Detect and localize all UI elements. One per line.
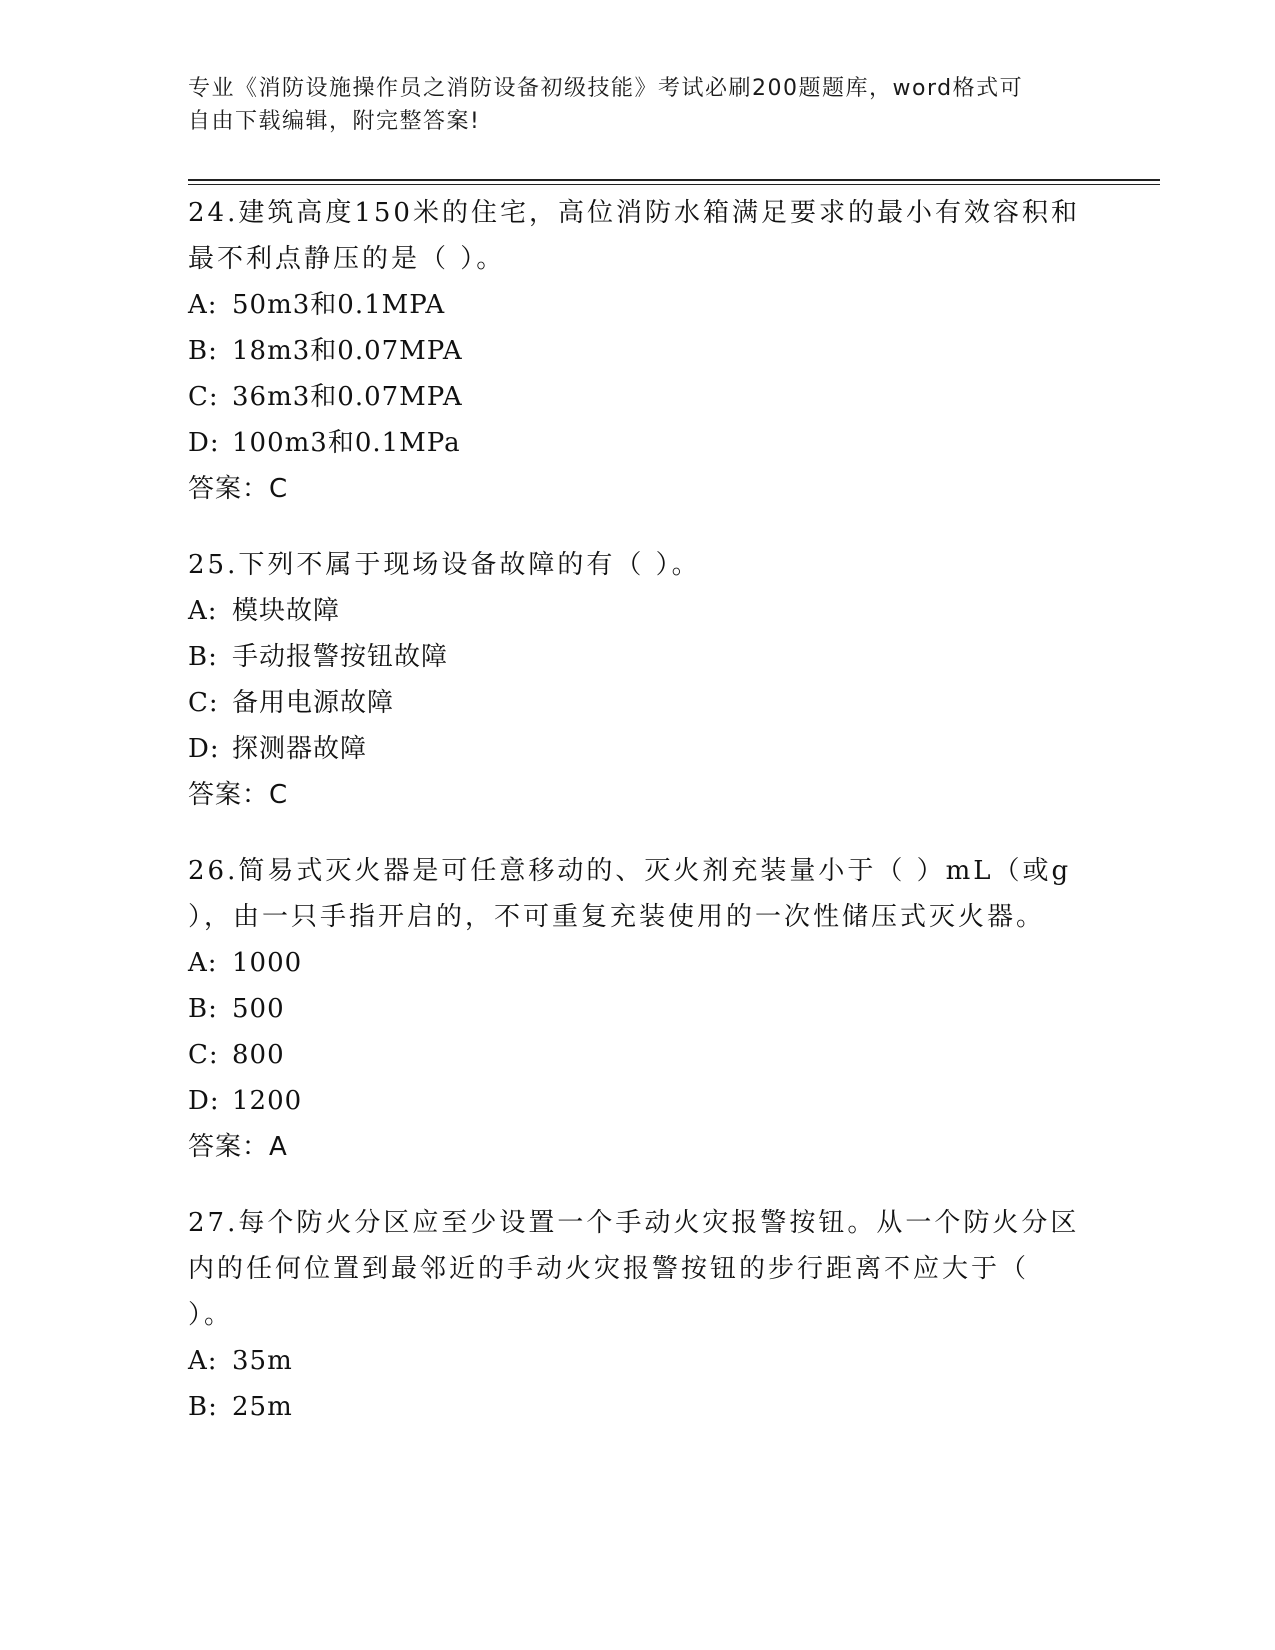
question-25: [188, 542, 1088, 818]
answer-line: 答案：C: [188, 780, 289, 810]
option-text: 手动报警按钮故障: [232, 642, 449, 672]
option-text: 500: [232, 994, 285, 1024]
document-header: [188, 72, 1068, 138]
option-b: [188, 634, 1088, 680]
option-key: B:: [188, 336, 218, 366]
header-divider-thin: [188, 184, 1160, 185]
question-27: [188, 1200, 1088, 1430]
answer-line: 答案：C: [188, 474, 289, 504]
question-stem-line: 25.下列不属于现场设备故障的有（ ）。: [188, 550, 701, 580]
option-key: A:: [188, 290, 218, 320]
header-line-2: 自由下载编辑，附完整答案!: [188, 109, 481, 134]
option-key: A:: [188, 948, 218, 978]
option-text: 模块故障: [232, 596, 341, 626]
header-divider-thick: [188, 179, 1160, 181]
option-key: B:: [188, 1392, 218, 1422]
question-stem-line: 最不利点静压的是（ ）。: [188, 244, 506, 274]
question-list: [188, 190, 1088, 1460]
option-d: [188, 420, 1088, 466]
option-a: [188, 588, 1088, 634]
option-b: [188, 1384, 1088, 1430]
option-text: 25m: [232, 1392, 293, 1422]
option-text: 36m3和0.07MPA: [232, 382, 463, 412]
question-stem-line: ），由一只手指开启的，不可重复充装使用的一次性储压式灭火器。: [188, 902, 1046, 932]
option-c: [188, 1032, 1088, 1078]
header-line-1: 专业《消防设施操作员之消防设备初级技能》考试必刷200题题库，word格式可: [188, 76, 1024, 101]
option-text: 100m3和0.1MPa: [232, 428, 461, 458]
option-b: [188, 986, 1088, 1032]
option-key: A:: [188, 596, 218, 626]
question-stem-line: 24.建筑高度150米的住宅，高位消防水箱满足要求的最小有效容积和: [188, 198, 1080, 228]
option-d: [188, 1078, 1088, 1124]
question-stem-line: ）。: [188, 1300, 234, 1330]
option-key: C:: [188, 1040, 219, 1070]
option-c: [188, 680, 1088, 726]
option-text: 50m3和0.1MPA: [232, 290, 446, 320]
question-stem-line: 内的任何位置到最邻近的手动火灾报警按钮的步行距离不应大于（: [188, 1254, 1030, 1284]
option-key: B:: [188, 642, 218, 672]
option-a: [188, 1338, 1088, 1384]
option-text: 1000: [232, 948, 303, 978]
option-d: [188, 726, 1088, 772]
option-key: B:: [188, 994, 218, 1024]
option-key: C:: [188, 688, 219, 718]
option-a: [188, 282, 1088, 328]
option-key: C:: [188, 382, 219, 412]
question-24: [188, 190, 1088, 512]
question-stem-line: 27.每个防火分区应至少设置一个手动火灾报警按钮。从一个防火分区: [188, 1208, 1080, 1238]
option-text: 备用电源故障: [232, 688, 395, 718]
option-key: D:: [188, 428, 220, 458]
option-text: 35m: [232, 1346, 293, 1376]
option-text: 800: [232, 1040, 285, 1070]
option-text: 1200: [232, 1086, 303, 1116]
option-b: [188, 328, 1088, 374]
option-text: 探测器故障: [232, 734, 368, 764]
option-a: [188, 940, 1088, 986]
answer-line: 答案：A: [188, 1132, 288, 1162]
option-text: 18m3和0.07MPA: [232, 336, 463, 366]
question-26: [188, 848, 1088, 1170]
option-key: D:: [188, 1086, 220, 1116]
question-stem-line: 26.简易式灭火器是可任意移动的、灭火剂充装量小于（ ）mL（或g: [188, 856, 1072, 886]
option-c: [188, 374, 1088, 420]
option-key: D:: [188, 734, 220, 764]
option-key: A:: [188, 1346, 218, 1376]
